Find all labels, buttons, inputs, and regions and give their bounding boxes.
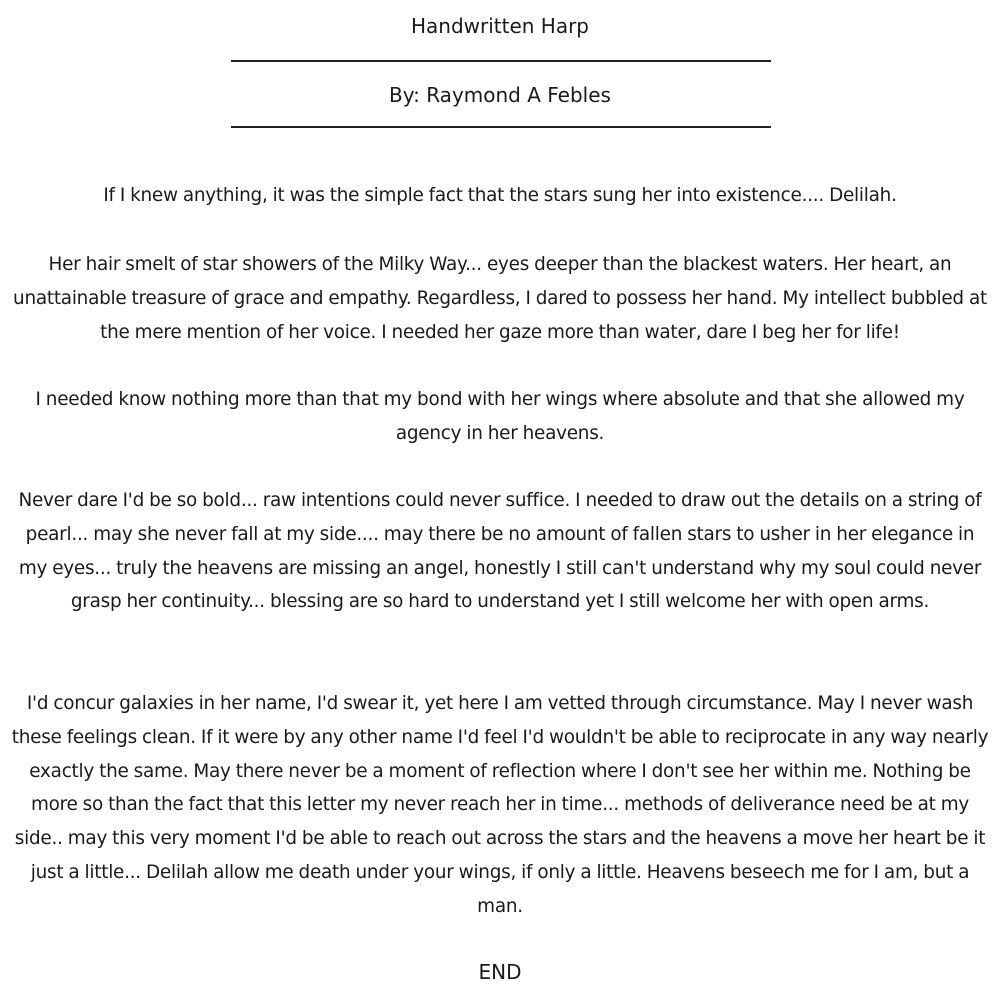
byline-divider [231, 126, 771, 128]
paragraph-3: I needed know nothing more than that my bond with her wings where absolute and that she allowed my agency in her heavens. [35, 389, 965, 444]
paragraph-1: If I knew anything, it was the simple fact that the stars sung her into existence.... Delilah. [103, 185, 897, 206]
paragraph-5: I'd concur galaxies in her name, I'd swear it, yet here I am vetted through circumstance. May I never wash these feelings clean. If it were by any other name I'd feel I'd wouldn't be able to reciprocate in any way nearly exactly the same. May there never be a moment of reflection where I don't see her within me. Nothing be more so than the fact that this letter my never reach her in time... methods of deliverance need be at my side.. may this very moment I'd be able to reach out across the stars and the heavens a move her heart be it just a little... Delilah allow me death under your wings, if only a little. Heavens beseech me for I am, but a man. [11, 693, 989, 917]
title-divider [231, 60, 771, 62]
paragraph-4: Never dare I'd be so bold... raw intentions could never suffice. I needed to draw out the details on a string of pearl... may she never fall at my side.... may there be no amount of fallen stars to usher in her elegance in my eyes... truly the heavens are missing an angel, honestly I still can't understand why my soul could never grasp her continuity... blessing are so hard to understand yet I still welcome her with open arms. [18, 490, 982, 613]
author-byline: By: Raymond A Febles [389, 83, 611, 107]
document-title: Handwritten Harp [410, 14, 590, 38]
paragraph-2: Her hair smelt of star showers of the Milky Way... eyes deeper than the blackest waters. Her heart, an unattainable treasure of grace and empathy. Regardless, I dared to possess her hand. My intellect bubbled at the mere mention of her voice. I needed her gaze more than water, dare I beg her for life! [13, 254, 987, 343]
end-marker: END [478, 960, 522, 984]
